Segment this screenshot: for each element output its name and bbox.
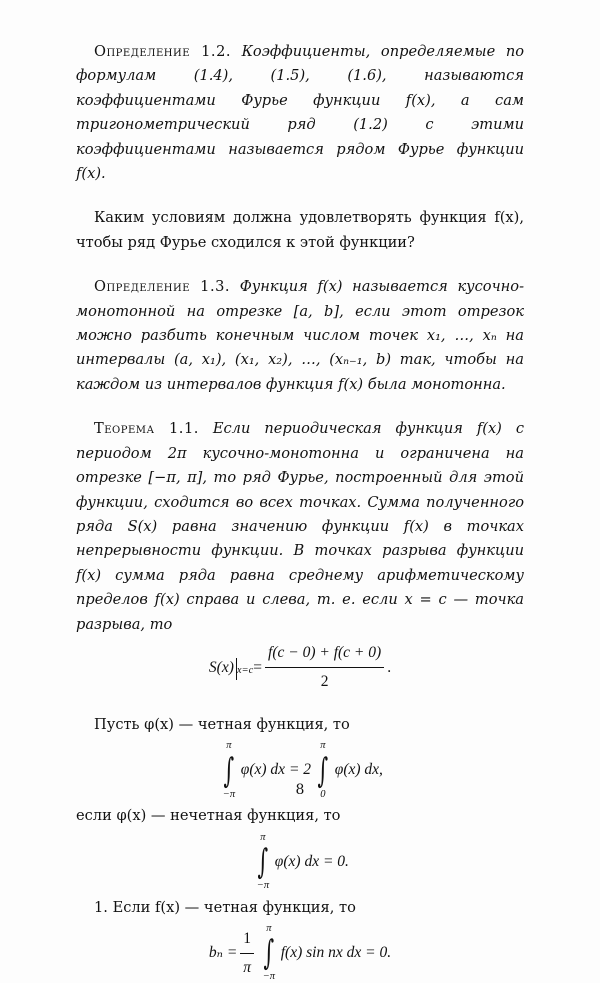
definition-1-2 bbox=[76, 40, 524, 186]
definition-label: Определение 1.2. bbox=[94, 43, 231, 60]
formula-odd-integral: π ∫ −π φ(x) dx = 0. bbox=[76, 833, 524, 892]
theorem-label: Теорема 1.1. bbox=[94, 420, 199, 438]
definition-text: Функция f(x) называется кусочно-монотонной на отрезке [a, b], если этот отрезок можно разбить конечным числом точек x₁, …, xₙ на интервалы (a, x₁), (x₁, x₂), …, (xₙ₋₁, b) так, чтобы на каждом из интервалов функция f(x) была монотонна. bbox=[76, 278, 525, 393]
definition-text: Коэффициенты, определяемые по формулам (1.4), (1.5), (1.6), называются коэффициентами Фурье функции f(x), а сам тригонометрический ряд (1.2) с этими коэффициентами называется рядом Фурье функции f(x). bbox=[76, 43, 525, 183]
definition-label: Определение 1.3. bbox=[94, 278, 231, 296]
fraction: $\frac{1}{\pi}$ bbox=[240, 927, 254, 981]
odd-function-intro: если φ(x) — нечетная функция, то bbox=[76, 807, 341, 825]
integral-sign: π ∫ 0 bbox=[317, 740, 329, 800]
even-function-intro: Пусть φ(x) — четная функция, то bbox=[94, 715, 350, 733]
integral-sign: π ∫ −π bbox=[262, 922, 276, 983]
theorem-text: Если периодическая функция f(x) с периодом 2π кусочно-монотонна и ограничена на отрезке [−π, π], то ряд Фурье, построенный для этой функции, сходится во всех точках. Сумма полученного ряда S(x) равна значению функции f(x) в точках непрерывности функции. В точках разрыва функции f(x) сумма ряда равна среднему арифметическому пределов f(x) справа и слева, т. е. если x = c — точка разрыва, то bbox=[76, 420, 525, 633]
integral-sign: π ∫ −π bbox=[256, 831, 270, 892]
formula-bn: bₙ = $\frac{1}{\pi}$ π ∫ −π f(x) sin nx dx = 0. bbox=[208, 922, 392, 983]
page-number: 8 bbox=[295, 782, 305, 798]
theorem-1-1 bbox=[76, 417, 524, 637]
item-1: 1. Если f(x) — четная функция, то bbox=[94, 898, 356, 916]
integral-sign: π ∫ −π bbox=[222, 740, 236, 800]
eval-at: S(x) $_{x=c}$ bbox=[209, 656, 253, 680]
formula-even-integral: π ∫ −π φ(x) dx = 2 π ∫ 0 φ(x) dx, bbox=[76, 741, 524, 800]
fraction: $\frac{f(c - 0) + f(c + 0)}{2}$ bbox=[265, 641, 384, 695]
definition-1-3 bbox=[76, 275, 524, 397]
question-paragraph: Каким условиям должна удовлетворять функция f(x), чтобы ряд Фурье сходился к этой функции? bbox=[76, 209, 524, 251]
formula-s-x: S(x) $_{x=c}$ = $\frac{f(c - 0) + f(c + 0)}{2}$ . bbox=[76, 641, 524, 695]
